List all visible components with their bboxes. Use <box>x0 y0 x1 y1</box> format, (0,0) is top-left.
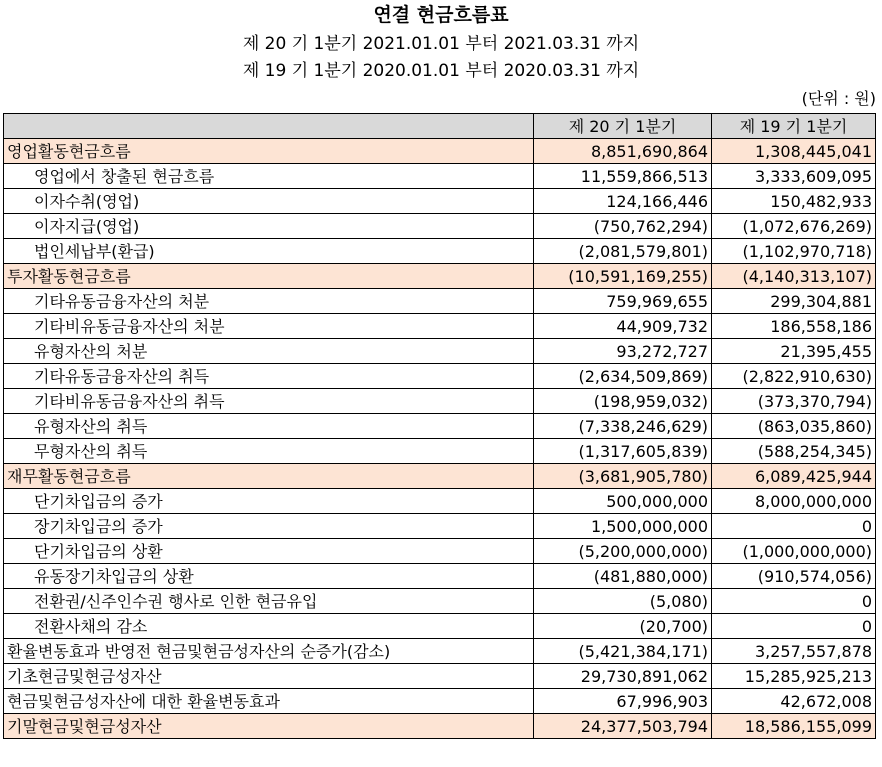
header-current-period: 제 20 기 1분기 <box>534 114 712 139</box>
row-current-value: 11,559,866,513 <box>534 164 712 189</box>
table-row <box>4 664 876 689</box>
row-prior-value: (588,254,345) <box>712 439 876 464</box>
row-label: 무형자산의 취득 <box>4 439 534 464</box>
table-row <box>4 539 876 564</box>
row-current-value: 67,996,903 <box>534 689 712 714</box>
row-current-value: 44,909,732 <box>534 314 712 339</box>
table-row <box>4 564 876 589</box>
row-current-value: (5,080) <box>534 589 712 614</box>
row-prior-value: 42,672,008 <box>712 689 876 714</box>
row-current-value: (10,591,169,255) <box>534 264 712 289</box>
unit-label: (단위 : 원) <box>801 89 876 108</box>
row-prior-value: (863,035,860) <box>712 414 876 439</box>
row-label: 투자활동현금흐름 <box>4 264 534 289</box>
row-label: 유형자산의 처분 <box>4 339 534 364</box>
row-prior-value: (1,000,000,000) <box>712 539 876 564</box>
table-row <box>4 214 876 239</box>
row-prior-value: (910,574,056) <box>712 564 876 589</box>
table-row <box>4 389 876 414</box>
row-prior-value: 21,395,455 <box>712 339 876 364</box>
row-current-value: (3,681,905,780) <box>534 464 712 489</box>
row-current-value: 93,272,727 <box>534 339 712 364</box>
row-current-value: (2,081,579,801) <box>534 239 712 264</box>
row-label: 재무활동현금흐름 <box>4 464 534 489</box>
row-prior-value: 1,308,445,041 <box>712 139 876 164</box>
row-label: 장기차입금의 증가 <box>4 514 534 539</box>
table-row <box>4 489 876 514</box>
row-label: 기타유동금융자산의 취득 <box>4 364 534 389</box>
row-current-value: (198,959,032) <box>534 389 712 414</box>
row-prior-value: 0 <box>712 589 876 614</box>
row-label: 단기차입금의 상환 <box>4 539 534 564</box>
table-row <box>4 264 876 289</box>
row-label: 법인세납부(환급) <box>4 239 534 264</box>
row-prior-value: 150,482,933 <box>712 189 876 214</box>
row-current-value: 24,377,503,794 <box>534 714 712 739</box>
row-current-value: (5,421,384,171) <box>534 639 712 664</box>
cash-flow-table <box>3 113 876 739</box>
row-current-value: 124,166,446 <box>534 189 712 214</box>
table-row <box>4 239 876 264</box>
table-body <box>4 139 876 739</box>
table-row <box>4 614 876 639</box>
row-prior-value: 0 <box>712 614 876 639</box>
row-label: 이자지급(영업) <box>4 214 534 239</box>
row-prior-value: (4,140,313,107) <box>712 264 876 289</box>
table-row <box>4 339 876 364</box>
table-header-row <box>4 114 876 139</box>
row-current-value: 8,851,690,864 <box>534 139 712 164</box>
row-current-value: 29,730,891,062 <box>534 664 712 689</box>
row-prior-value: (1,102,970,718) <box>712 239 876 264</box>
row-prior-value: (1,072,676,269) <box>712 214 876 239</box>
table-row <box>4 689 876 714</box>
row-current-value: 1,500,000,000 <box>534 514 712 539</box>
period-current: 제 20 기 1분기 2021.01.01 부터 2021.03.31 까지 <box>242 34 640 54</box>
table-row <box>4 589 876 614</box>
row-prior-value: 8,000,000,000 <box>712 489 876 514</box>
row-prior-value: (373,370,794) <box>712 389 876 414</box>
statement-title: 연결 현금흐름표 <box>373 4 509 26</box>
period-prior: 제 19 기 1분기 2020.01.01 부터 2020.03.31 까지 <box>242 61 640 81</box>
row-label: 환율변동효과 반영전 현금및현금성자산의 순증가(감소) <box>4 639 534 664</box>
table-row <box>4 314 876 339</box>
table-row <box>4 364 876 389</box>
row-label: 단기차입금의 증가 <box>4 489 534 514</box>
row-label: 기타유동금융자산의 처분 <box>4 289 534 314</box>
row-prior-value: 6,089,425,944 <box>712 464 876 489</box>
row-label: 이자수취(영업) <box>4 189 534 214</box>
row-label: 전환권/신주인수권 행사로 인한 현금유입 <box>4 589 534 614</box>
row-current-value: (2,634,509,869) <box>534 364 712 389</box>
row-prior-value: (2,822,910,630) <box>712 364 876 389</box>
row-prior-value: 3,257,557,878 <box>712 639 876 664</box>
table-row <box>4 439 876 464</box>
row-current-value: 759,969,655 <box>534 289 712 314</box>
row-label: 유형자산의 취득 <box>4 414 534 439</box>
row-label: 영업활동현금흐름 <box>4 139 534 164</box>
row-prior-value: 186,558,186 <box>712 314 876 339</box>
row-label: 전환사채의 감소 <box>4 614 534 639</box>
row-current-value: (20,700) <box>534 614 712 639</box>
row-current-value: (750,762,294) <box>534 214 712 239</box>
table-row <box>4 514 876 539</box>
table-row <box>4 164 876 189</box>
table-row <box>4 189 876 214</box>
row-current-value: (7,338,246,629) <box>534 414 712 439</box>
table-row <box>4 414 876 439</box>
row-current-value: (5,200,000,000) <box>534 539 712 564</box>
row-label: 현금및현금성자산에 대한 환율변동효과 <box>4 689 534 714</box>
row-prior-value: 3,333,609,095 <box>712 164 876 189</box>
row-label: 기타비유동금융자산의 취득 <box>4 389 534 414</box>
row-prior-value: 18,586,155,099 <box>712 714 876 739</box>
header-label-column <box>4 114 534 139</box>
row-prior-value: 299,304,881 <box>712 289 876 314</box>
row-prior-value: 0 <box>712 514 876 539</box>
table-row <box>4 714 876 739</box>
table-row <box>4 639 876 664</box>
row-label: 기말현금및현금성자산 <box>4 714 534 739</box>
row-label: 기초현금및현금성자산 <box>4 664 534 689</box>
row-label: 유동장기차입금의 상환 <box>4 564 534 589</box>
row-current-value: (1,317,605,839) <box>534 439 712 464</box>
row-current-value: (481,880,000) <box>534 564 712 589</box>
table-row <box>4 139 876 164</box>
table-row <box>4 289 876 314</box>
table-row <box>4 464 876 489</box>
header-prior-period: 제 19 기 1분기 <box>712 114 876 139</box>
row-current-value: 500,000,000 <box>534 489 712 514</box>
row-label: 기타비유동금융자산의 처분 <box>4 314 534 339</box>
row-label: 영업에서 창출된 현금흐름 <box>4 164 534 189</box>
row-prior-value: 15,285,925,213 <box>712 664 876 689</box>
